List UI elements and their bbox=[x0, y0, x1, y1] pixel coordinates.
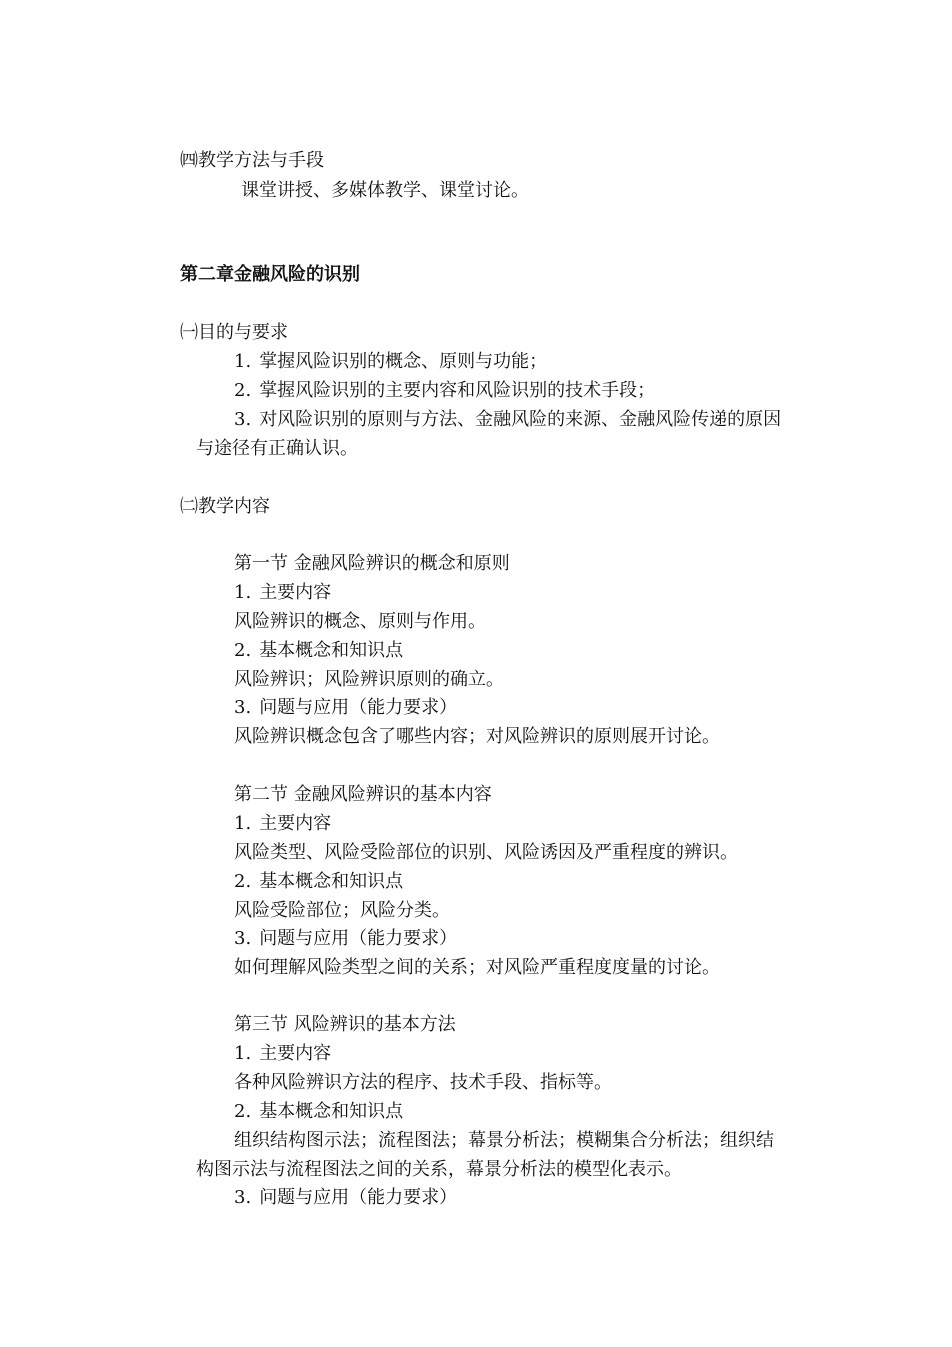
line-text: 问题与应用（能力要求） bbox=[259, 1187, 458, 1208]
goal-item-text: 对风险识别的原则与方法、金融风险的来源、金融风险传递的原因 bbox=[259, 409, 782, 430]
goals-heading: ㈠目的与要求 bbox=[180, 322, 288, 343]
section-heading-methods: ㈣教学方法与手段 bbox=[180, 150, 324, 171]
body-text: 风险辨识；风险辨识原则的确立。 bbox=[234, 669, 504, 690]
chapter-title: 第二章金融风险的识别 bbox=[180, 264, 360, 285]
body-text: 各种风险辨识方法的程序、技术手段、指标等。 bbox=[234, 1072, 612, 1093]
section-title: 第三节 风险辨识的基本方法 bbox=[234, 1014, 456, 1035]
goal-item-number: 1. bbox=[234, 351, 252, 372]
line-number: 1. bbox=[234, 582, 252, 603]
line-number: 3. bbox=[234, 1187, 252, 1208]
numbered-line bbox=[234, 582, 331, 604]
line-text: 主要内容 bbox=[259, 813, 332, 834]
body-text: 如何理解风险类型之间的关系；对风险严重程度度量的讨论。 bbox=[234, 957, 720, 978]
line-number: 2. bbox=[234, 1101, 252, 1122]
body-text: 风险类型、风险受险部位的识别、风险诱因及严重程度的辨识。 bbox=[234, 842, 738, 863]
line-text: 主要内容 bbox=[259, 1043, 332, 1064]
goal-item-number: 2. bbox=[234, 380, 252, 401]
goal-item-number: 3. bbox=[234, 409, 252, 430]
line-text: 基本概念和知识点 bbox=[259, 640, 404, 661]
numbered-line bbox=[234, 1101, 403, 1123]
body-text: 风险辨识概念包含了哪些内容；对风险辨识的原则展开讨论。 bbox=[234, 726, 720, 747]
content-heading: ㈡教学内容 bbox=[180, 496, 270, 517]
goal-item bbox=[234, 380, 655, 402]
line-number: 2. bbox=[234, 871, 252, 892]
body-text: 风险受险部位；风险分类。 bbox=[234, 900, 450, 921]
line-number: 3. bbox=[234, 928, 252, 949]
body-text: 风险辨识的概念、原则与作用。 bbox=[234, 611, 486, 632]
goal-item-continuation: 与途径有正确认识。 bbox=[196, 438, 358, 459]
section-title: 第二节 金融风险辨识的基本内容 bbox=[234, 784, 492, 805]
numbered-line bbox=[234, 813, 331, 835]
line-number: 2. bbox=[234, 640, 252, 661]
methods-text: 课堂讲授、多媒体教学、课堂讨论。 bbox=[241, 180, 529, 201]
line-number: 3. bbox=[234, 697, 252, 718]
line-text: 基本概念和知识点 bbox=[259, 1101, 404, 1122]
numbered-line bbox=[234, 871, 403, 893]
line-text: 基本概念和知识点 bbox=[259, 871, 404, 892]
numbered-line bbox=[234, 1187, 457, 1209]
goal-item bbox=[234, 351, 547, 373]
body-text: 组织结构图示法；流程图法；幕景分析法；模糊集合分析法；组织结 bbox=[234, 1130, 774, 1151]
line-text: 问题与应用（能力要求） bbox=[259, 697, 458, 718]
goal-item-text: 掌握风险识别的主要内容和风险识别的技术手段； bbox=[259, 380, 656, 401]
line-text: 主要内容 bbox=[259, 582, 332, 603]
body-text-continuation: 构图示法与流程图法之间的关系，幕景分析法的模型化表示。 bbox=[196, 1159, 682, 1180]
line-number: 1. bbox=[234, 1043, 252, 1064]
numbered-line bbox=[234, 697, 457, 719]
numbered-line bbox=[234, 640, 403, 662]
line-number: 1. bbox=[234, 813, 252, 834]
numbered-line bbox=[234, 928, 457, 950]
section-title: 第一节 金融风险辨识的概念和原则 bbox=[234, 553, 510, 574]
line-text: 问题与应用（能力要求） bbox=[259, 928, 458, 949]
goal-item-text: 掌握风险识别的概念、原则与功能； bbox=[259, 351, 548, 372]
goal-item bbox=[234, 409, 781, 431]
numbered-line bbox=[234, 1043, 331, 1065]
